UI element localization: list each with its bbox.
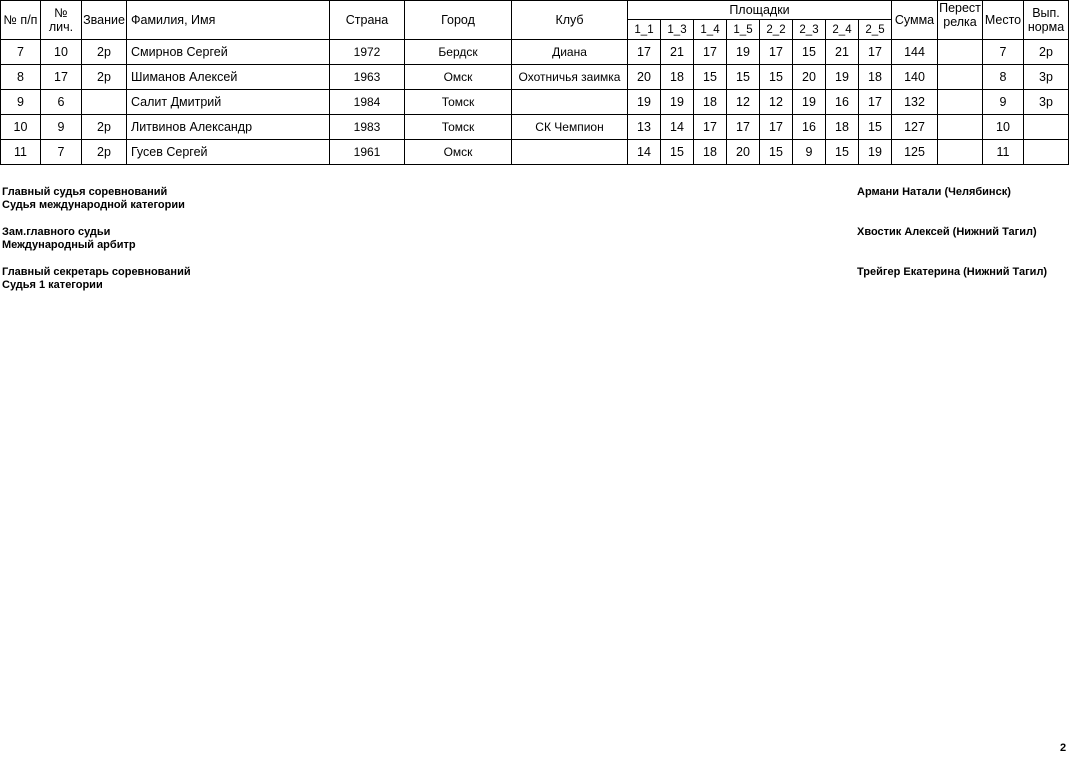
signature-person: Хвостик Алексей (Нижний Тагил) [857,226,1037,238]
cell-score: 16 [826,90,859,115]
cell-score: 9 [793,140,826,165]
cell-norm [1024,115,1069,140]
cell-rank [82,90,127,115]
results-table [0,0,1069,165]
cell-score: 14 [661,115,694,140]
signature-person: Трейгер Екатерина (Нижний Тагил) [857,266,1048,278]
cell-score: 18 [694,90,727,115]
signature-category: Судья 1 категории [2,279,103,291]
cell-num: 7 [1,40,41,65]
cell-score: 12 [760,90,793,115]
header-rank: Звание [82,1,127,40]
cell-score: 13 [628,115,661,140]
cell-name: Смирнов Сергей [127,40,330,65]
cell-place: 11 [983,140,1024,165]
cell-score: 20 [628,65,661,90]
cell-score: 15 [727,65,760,90]
cell-lic: 17 [41,65,82,90]
cell-club [512,140,628,165]
cell-score: 20 [727,140,760,165]
cell-club [512,90,628,115]
cell-place: 7 [983,40,1024,65]
cell-rerun [938,40,983,65]
cell-norm: 3р [1024,65,1069,90]
signature-role: Главный секретарь соревнований [2,266,191,278]
cell-lic: 10 [41,40,82,65]
cell-country: 1983 [330,115,405,140]
header-areas: Площадки [628,1,892,20]
header-area: 2_4 [826,20,859,40]
cell-score: 21 [661,40,694,65]
cell-score: 15 [859,115,892,140]
cell-rerun [938,90,983,115]
cell-lic: 9 [41,115,82,140]
cell-name: Литвинов Александр [127,115,330,140]
cell-sum: 127 [892,115,938,140]
table-row [1,40,1069,65]
cell-city: Омск [405,140,512,165]
cell-rerun [938,115,983,140]
table-row [1,65,1069,90]
cell-rerun [938,140,983,165]
header-area: 2_5 [859,20,892,40]
cell-country: 1963 [330,65,405,90]
cell-score: 21 [826,40,859,65]
cell-score: 16 [793,115,826,140]
cell-score: 19 [793,90,826,115]
cell-norm [1024,140,1069,165]
cell-city: Томск [405,115,512,140]
header-area: 2_2 [760,20,793,40]
cell-score: 15 [694,65,727,90]
cell-sum: 125 [892,140,938,165]
cell-country: 1984 [330,90,405,115]
cell-name: Гусев Сергей [127,140,330,165]
cell-score: 19 [727,40,760,65]
cell-num: 8 [1,65,41,90]
cell-norm: 2р [1024,40,1069,65]
page-number: 2 [1060,742,1067,754]
cell-rank: 2р [82,40,127,65]
cell-lic: 6 [41,90,82,115]
cell-name: Шиманов Алексей [127,65,330,90]
cell-score: 18 [826,115,859,140]
header-norm: Вып. норма [1024,1,1069,40]
header-area: 1_4 [694,20,727,40]
signature-role: Зам.главного судьи [2,226,111,238]
header-area: 2_3 [793,20,826,40]
cell-city: Томск [405,90,512,115]
cell-score: 19 [628,90,661,115]
header-club: Клуб [512,1,628,40]
cell-score: 17 [859,90,892,115]
header-country: Страна [330,1,405,40]
cell-place: 10 [983,115,1024,140]
cell-score: 15 [760,65,793,90]
cell-club: СК Чемпион [512,115,628,140]
table-row [1,115,1069,140]
signature-person: Армани Натали (Челябинск) [857,186,1011,198]
cell-place: 9 [983,90,1024,115]
table-row [1,90,1069,115]
cell-club: Охотничья заимка [512,65,628,90]
header-area: 1_5 [727,20,760,40]
header-area: 1_3 [661,20,694,40]
cell-city: Омск [405,65,512,90]
cell-num: 10 [1,115,41,140]
table-row [1,140,1069,165]
cell-score: 19 [826,65,859,90]
cell-score: 17 [628,40,661,65]
cell-club: Диана [512,40,628,65]
cell-sum: 132 [892,90,938,115]
cell-city: Бердск [405,40,512,65]
header-place: Место [983,1,1024,40]
cell-num: 9 [1,90,41,115]
cell-score: 15 [760,140,793,165]
cell-score: 17 [859,40,892,65]
cell-score: 19 [661,90,694,115]
cell-country: 1972 [330,40,405,65]
cell-score: 17 [727,115,760,140]
cell-rank: 2р [82,65,127,90]
cell-sum: 144 [892,40,938,65]
cell-score: 20 [793,65,826,90]
cell-score: 15 [661,140,694,165]
cell-score: 15 [793,40,826,65]
cell-score: 18 [661,65,694,90]
signature-category: Международный арбитр [2,239,136,251]
cell-sum: 140 [892,65,938,90]
cell-score: 18 [859,65,892,90]
header-sum: Сумма [892,1,938,40]
header-rerun: Перест релка [938,1,983,40]
signature-role: Главный судья соревнований [2,186,168,198]
cell-score: 15 [826,140,859,165]
header-lic: № лич. [41,1,82,40]
cell-score: 17 [694,115,727,140]
cell-rerun [938,65,983,90]
results-body [1,1,1069,165]
cell-lic: 7 [41,140,82,165]
cell-name: Салит Дмитрий [127,90,330,115]
signature-category: Судья международной категории [2,199,185,211]
cell-num: 11 [1,140,41,165]
header-area: 1_1 [628,20,661,40]
cell-rank: 2р [82,140,127,165]
cell-score: 17 [760,40,793,65]
cell-score: 17 [760,115,793,140]
cell-score: 17 [694,40,727,65]
cell-norm: 3р [1024,90,1069,115]
cell-rank: 2р [82,115,127,140]
cell-score: 19 [859,140,892,165]
header-num: № п/п [1,1,41,40]
cell-score: 14 [628,140,661,165]
cell-score: 12 [727,90,760,115]
cell-place: 8 [983,65,1024,90]
header-name: Фамилия, Имя [127,1,330,40]
header-city: Город [405,1,512,40]
cell-country: 1961 [330,140,405,165]
cell-score: 18 [694,140,727,165]
